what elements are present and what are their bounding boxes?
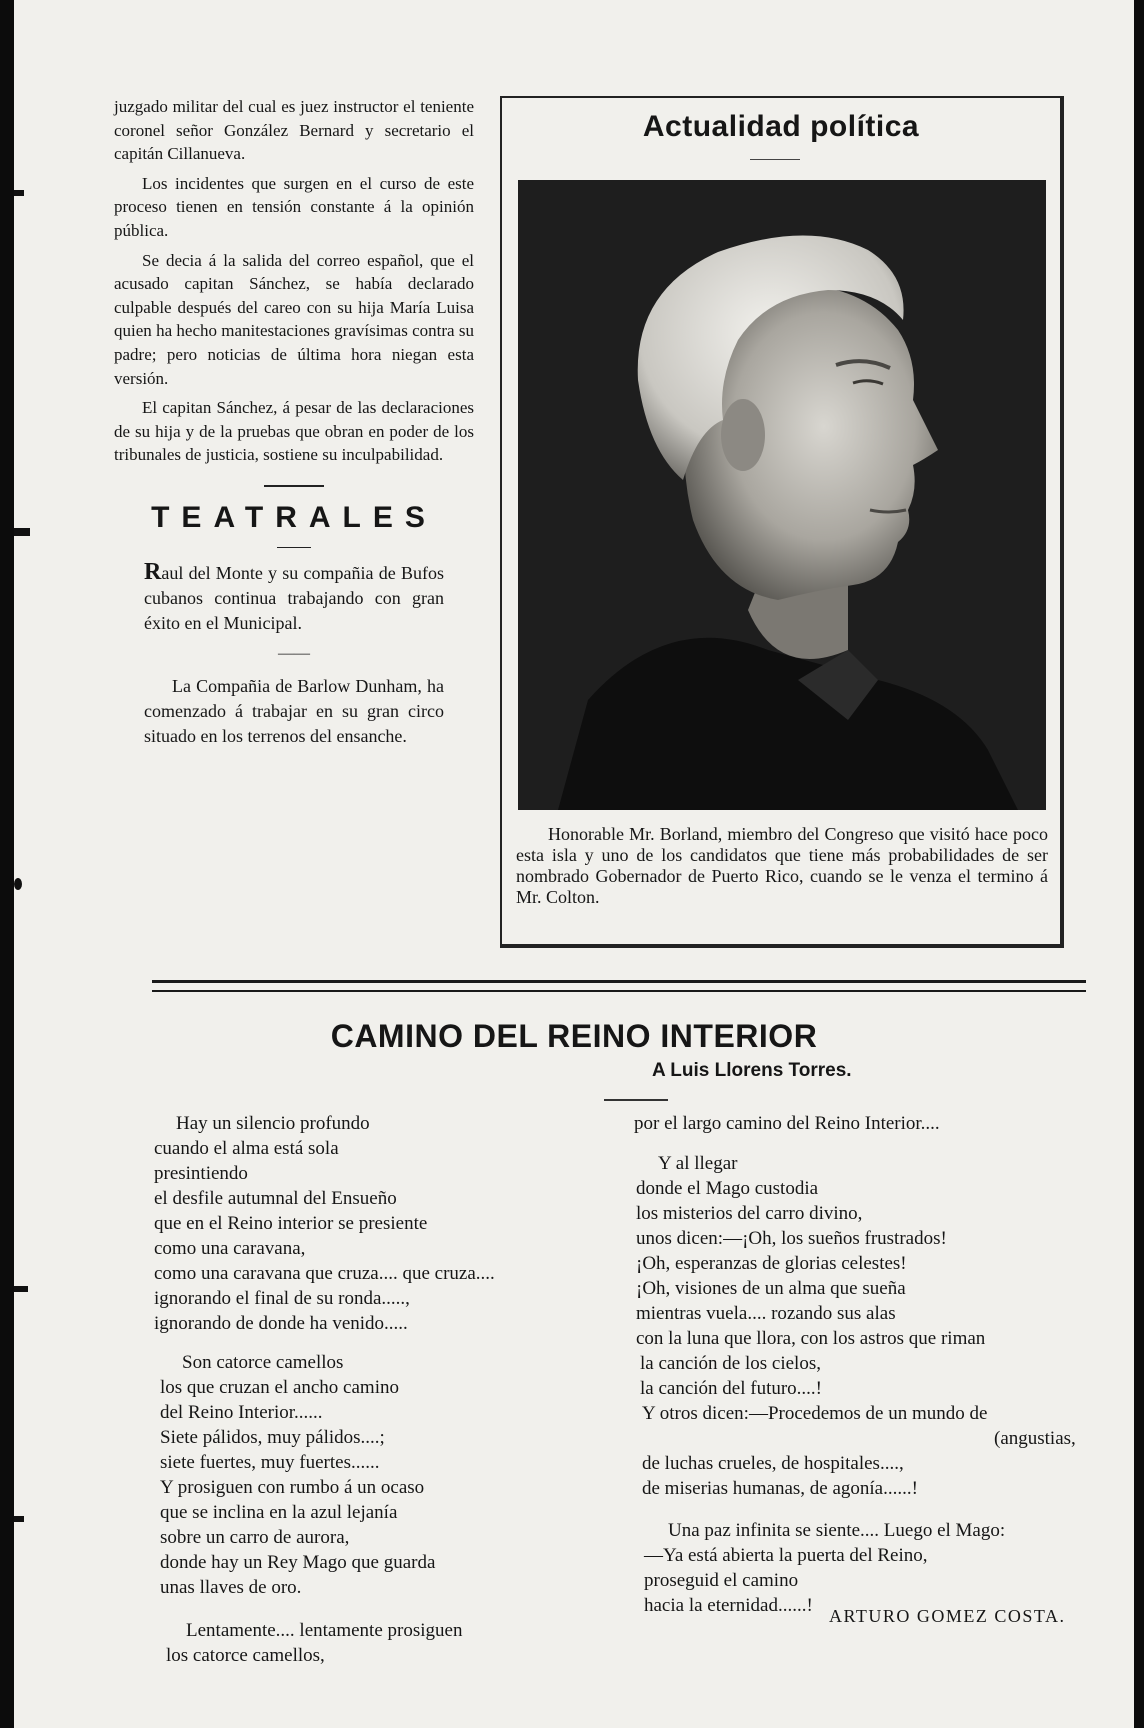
- poem-title: CAMINO DEL REINO INTERIOR: [330, 1018, 818, 1054]
- dropcap: R: [144, 558, 162, 585]
- poem-line: Lentamente.... lentamente prosiguen: [186, 1620, 463, 1641]
- poem-line: —Ya está abierta la puerta del Reino,: [644, 1545, 928, 1566]
- poem-line: Son catorce camellos: [182, 1352, 344, 1373]
- poem-line: donde hay un Rey Mago que guarda: [160, 1552, 436, 1573]
- news-paragraph: Los incidentes que surgen en el curso de este proceso tienen en tensión constante á la opinión pública.: [114, 173, 474, 240]
- dedication-rule: [604, 1099, 668, 1101]
- poem-line: con la luna que llora, con los astros que riman: [636, 1328, 986, 1349]
- poem-line: cuando el alma está sola: [154, 1138, 339, 1159]
- poem-line: los que cruzan el ancho camino: [160, 1377, 399, 1398]
- poem-line: donde el Mago custodia: [636, 1178, 819, 1199]
- poem-line: Y otros dicen:—Procedemos de un mundo de: [642, 1403, 988, 1424]
- poem-line: ignorando el final de su ronda.....,: [154, 1288, 410, 1309]
- teatro-separator: ——: [278, 644, 310, 662]
- poem-line: que en el Reino interior se presiente: [154, 1213, 428, 1234]
- poem-line: la canción de los cielos,: [640, 1353, 821, 1374]
- section-divider: [152, 990, 1086, 992]
- poem-line: sobre un carro de aurora,: [160, 1527, 350, 1548]
- photo-feature-box: [500, 96, 1064, 948]
- poem-line: unos dicen:—¡Oh, los sueños frustrados!: [636, 1228, 947, 1249]
- title-rule: [750, 159, 800, 160]
- edge-mark: [14, 1516, 24, 1522]
- poem-line: de luchas crueles, de hospitales....,: [642, 1453, 904, 1474]
- poem-line: mientras vuela.... rozando sus alas: [636, 1303, 896, 1324]
- poem-line: hacia la eternidad......!: [644, 1595, 813, 1616]
- portrait-photo: [518, 180, 1046, 810]
- teatrales-heading: TEATRALES: [151, 500, 437, 534]
- poem-line: siete fuertes, muy fuertes......: [160, 1452, 380, 1473]
- news-paragraph: El capitan Sánchez, á pesar de las declaraciones de su hija y de la pruebas que obran en poder de los tribunales de justicia, sostiene su inculpabilidad.: [114, 398, 474, 465]
- poem-line: unas llaves de oro.: [160, 1577, 302, 1598]
- poem-line: de miserias humanas, de agonía......!: [642, 1478, 918, 1499]
- poem-line: presintiendo: [154, 1163, 248, 1184]
- box-title: Actualidad política: [642, 110, 920, 143]
- teatro-paragraph: [114, 560, 474, 636]
- poem-line: que se inclina en la azul lejanía: [160, 1502, 398, 1523]
- edge-mark: [14, 878, 22, 890]
- poem-line: Una paz infinita se siente.... Luego el Mago:: [668, 1520, 1006, 1541]
- edge-mark: [14, 528, 30, 536]
- poem-line: los misterios del carro divino,: [636, 1203, 863, 1224]
- poem-signature: ARTURO GOMEZ COSTA.: [829, 1606, 1066, 1626]
- poem-line: la canción del futuro....!: [640, 1378, 823, 1399]
- teatro-paragraph: La Compañia de Barlow Dunham, ha comenzado á trabajar en su gran circo situado en los terrenos del ensanche.: [144, 675, 444, 746]
- poem-line: (angustias,: [994, 1428, 1076, 1449]
- poem-line: por el largo camino del Reino Interior....: [634, 1113, 940, 1134]
- poem-line: proseguid el camino: [644, 1570, 799, 1591]
- left-news-column: [114, 95, 474, 755]
- poem-line: Hay un silencio profundo: [176, 1113, 370, 1134]
- poem-line: del Reino Interior......: [160, 1402, 323, 1423]
- news-paragraph: juzgado militar del cual es juez instructor el teniente coronel señor González Bernard y secretario el capitán Cillanueva.: [114, 97, 474, 164]
- teatro-text: aul del Monte y su compañia de Bufos cubanos continua trabajando con gran éxito en el Municipal.: [144, 562, 444, 633]
- poem-line: ignorando de donde ha venido.....: [154, 1313, 408, 1334]
- section-rule: [277, 547, 311, 548]
- poem-line: Y al llegar: [658, 1153, 738, 1174]
- poem-line: Y prosiguen con rumbo á un ocaso: [160, 1477, 425, 1498]
- newspaper-page: [14, 0, 1134, 1728]
- poem-line: los catorce camellos,: [166, 1645, 325, 1666]
- edge-mark: [14, 1286, 28, 1292]
- poem-line: ¡Oh, esperanzas de glorias celestes!: [636, 1253, 907, 1274]
- edge-mark: [14, 190, 24, 196]
- poem-dedication: A Luis Llorens Torres.: [652, 1060, 852, 1081]
- portrait-illustration: [518, 180, 1046, 810]
- poem-line: como una caravana que cruza.... que cruza....: [154, 1263, 495, 1284]
- news-paragraph: Se decia á la salida del correo español, que el acusado capitan Sánchez, se había declarado culpable después del careo con su hija María Luisa quien ha hecho manitestaciones gravísimas contra su padre; pero noticias de última hora niegan esta versión.: [114, 250, 474, 388]
- poem-line: como una caravana,: [154, 1238, 306, 1259]
- section-divider: [152, 980, 1086, 983]
- section-rule: [264, 485, 324, 487]
- poem-line: Siete pálidos, muy pálidos....;: [160, 1427, 385, 1448]
- photo-caption: Honorable Mr. Borland, miembro del Congreso que visitó hace poco esta isla y uno de los candidatos que tiene más probabilidades de ser nombrado Gobernador de Puerto Rico, cuando se le venza el termino á Mr. Colton.: [516, 824, 1048, 907]
- poem-line: ¡Oh, visiones de un alma que sueña: [636, 1278, 906, 1299]
- poem-line: el desfile autumnal del Ensueño: [154, 1188, 397, 1209]
